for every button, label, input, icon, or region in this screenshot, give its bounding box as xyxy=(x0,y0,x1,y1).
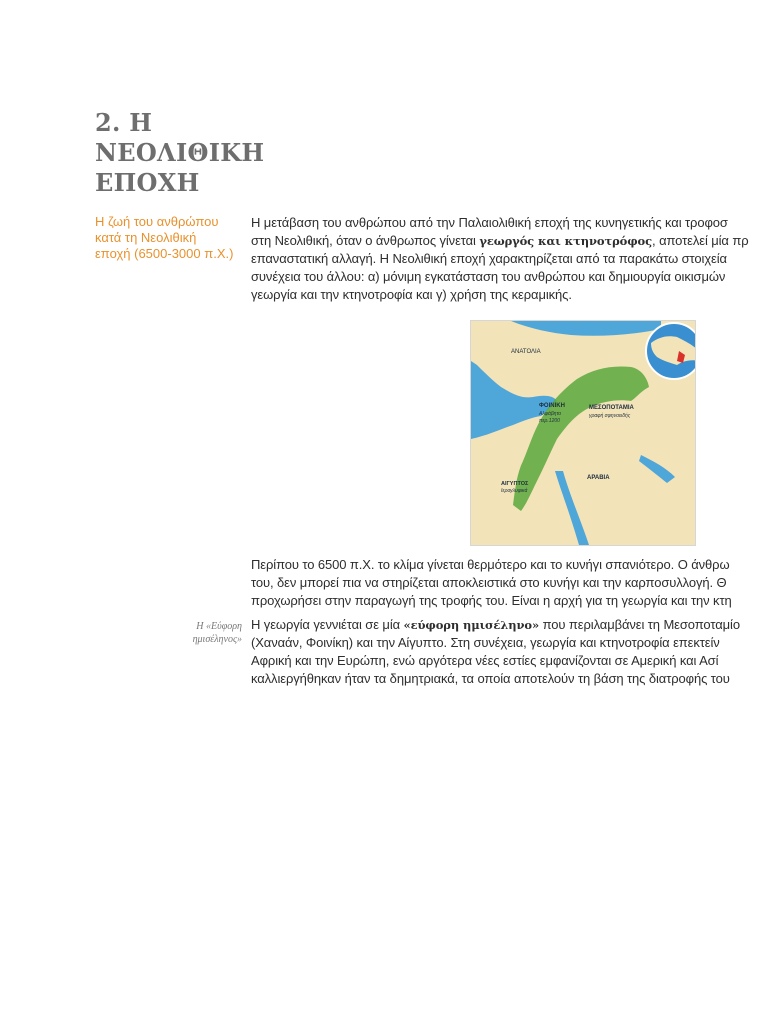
text-run: στη Νεολιθική, όταν ο άνθρωπος γίνεται xyxy=(251,233,480,248)
chapter-title-line: ΝΕΟΛΙΘΙΚΗ xyxy=(95,138,265,167)
text-line xyxy=(251,616,768,634)
text-run: , αποτελεί μία πρ xyxy=(652,233,749,248)
bold-term: γεωργός και κτηνοτρόφος xyxy=(479,234,653,248)
map-label-phoenicia: ΦΟΙΝΙΚΗ xyxy=(539,403,565,409)
text-run: που περιλαμβάνει τη Μεσοποταμίο xyxy=(539,617,740,632)
chapter-title-line: 2. Η xyxy=(95,108,153,137)
bold-term: «εύφορη ημισέληνο» xyxy=(403,618,540,632)
map-label-arabia: ΑΡΑΒΙΑ xyxy=(587,475,610,481)
section-sidenote xyxy=(95,214,245,262)
text-line: καλλιεργήθηκαν ήταν τα δημητριακά, τα οποία αποτελούν τη βάση της διατροφής του xyxy=(251,671,730,686)
paragraph-intro xyxy=(251,214,768,304)
globe-locator xyxy=(646,323,695,379)
marginal-note xyxy=(150,620,242,646)
paragraph-climate xyxy=(251,556,768,610)
text-line: Η μετάβαση του ανθρώπου από την Παλαιολιθική εποχή της κυνηγετικής και τροφοσ xyxy=(251,215,728,230)
map-graphic xyxy=(471,321,695,545)
sidenote-line: κατά τη Νεολιθική xyxy=(95,230,197,245)
map-label-mesopotamia-sub: γραφή σφηνοειδής xyxy=(589,413,631,419)
map-label-egypt: ΑΙΓΥΠΤΟΣ xyxy=(501,481,529,487)
map-label-mesopotamia: ΜΕΣΟΠΟΤΑΜΙΑ xyxy=(589,405,634,411)
sidenote-line: εποχή (6500-3000 π.Χ.) xyxy=(95,246,234,261)
text-line xyxy=(251,232,768,250)
text-line: συνέχεια του άλλου: α) μόνιμη εγκατάσταση του ανθρώπου και δημιουργία οικισμών xyxy=(251,269,726,284)
text-line: (Χαναάν, Φοινίκη) και την Αίγυπτο. Στη συνέχεια, γεωργία και κτηνοτροφία επεκτείν xyxy=(251,635,720,650)
text-line: προχωρήσει στην παραγωγή της τροφής του. Είναι η αρχή για τη γεωργία και την κτη xyxy=(251,593,732,608)
marginal-note-line: ημισέληνος» xyxy=(192,634,242,645)
map-label-phoenicia-sub1: Αλφάβητο xyxy=(539,411,562,417)
sidenote-line: Η ζωή του ανθρώπου xyxy=(95,214,219,229)
map-label-phoenicia-sub2: περ.1200 xyxy=(539,418,560,424)
text-line: γεωργία και την κτηνοτροφία και γ) χρήση της κεραμικής. xyxy=(251,287,572,302)
text-run: Η γεωργία γεννιέται σε μία xyxy=(251,617,404,632)
map-label-egypt-sub: Ιερογλυφικά xyxy=(501,488,528,494)
text-line: επαναστατική αλλαγή. Η Νεολιθική εποχή χαρακτηρίζεται από τα παρακάτω στοιχεία xyxy=(251,251,727,266)
text-line: Περίπου το 6500 π.Χ. το κλίμα γίνεται θερμότερο και το κυνήγι σπανιότερο. Ο άνθρω xyxy=(251,557,730,572)
chapter-title xyxy=(95,108,265,198)
text-line: Αφρική και την Ευρώπη, ενώ αργότερα νέες εστίες εμφανίζονται σε Αμερική και Ασί xyxy=(251,653,719,668)
fertile-crescent-map xyxy=(470,320,696,546)
chapter-title-line: ΕΠΟΧΗ xyxy=(95,168,200,197)
text-line: του, δεν μπορεί πια να στηρίζεται αποκλειστικά στο κυνήγι και την καρποσυλλογή. Θ xyxy=(251,575,727,590)
paragraph-fertile-crescent xyxy=(251,616,768,688)
map-label-anatolia: ΑΝΑΤΟΛΙΑ xyxy=(511,349,541,355)
marginal-note-line: Η «Εύφορη xyxy=(196,621,242,632)
